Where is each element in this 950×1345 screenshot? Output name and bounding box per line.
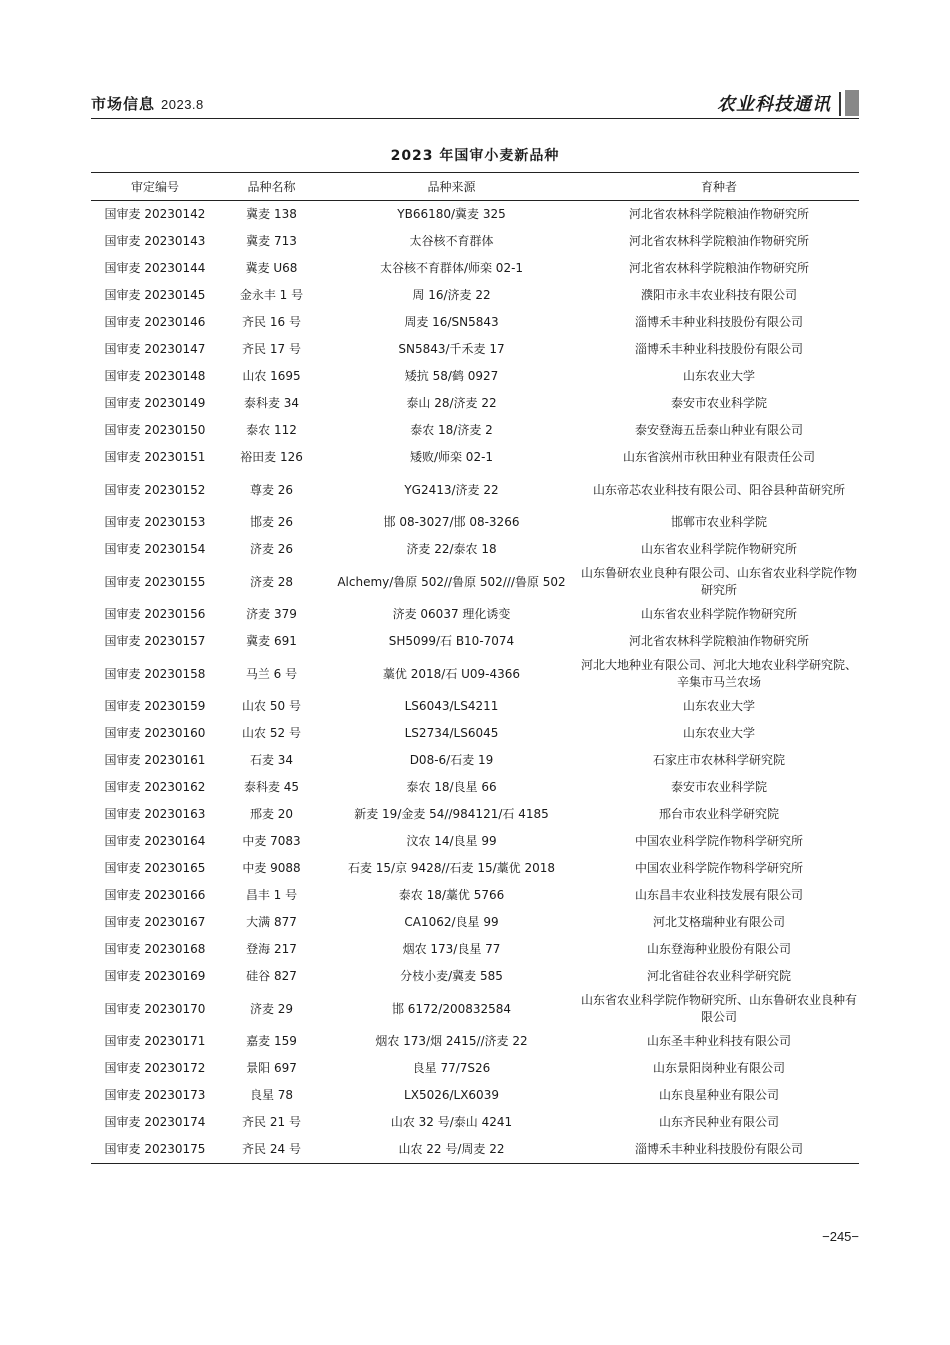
- variety-source-cell: 矮抗 58/鹤 0927: [404, 369, 499, 383]
- variety-name-cell: 尊麦 26: [249, 482, 294, 497]
- table-row: [91, 444, 859, 471]
- breeder-cell: 山东圣丰种业科技有限公司: [646, 1034, 791, 1048]
- table-row: [91, 801, 859, 828]
- table-row: [91, 309, 859, 336]
- breeder-cell: 淄博禾丰种业科技股份有限公司: [579, 1136, 859, 1164]
- approval-number-cell: 国审麦 20230152: [104, 482, 206, 497]
- variety-name-cell: 济麦 29: [249, 1001, 294, 1016]
- breeder-cell: 山东省农业科学院作物研究所: [640, 607, 797, 621]
- page-header: [91, 86, 859, 119]
- table-row: [91, 390, 859, 417]
- table-row: [91, 1028, 859, 1055]
- table-row: [91, 655, 859, 693]
- variety-name-cell: 济麦 26: [249, 542, 294, 556]
- breeder-cell: 山东昌丰农业科技发展有限公司: [634, 888, 803, 902]
- variety-name-cell: 硅谷 827: [246, 969, 297, 983]
- variety-source-cell: 太谷核不育群体/师栾 02-1: [379, 261, 524, 275]
- breeder-cell: 邢台市农业科学研究院: [658, 807, 779, 821]
- approval-number-cell: 国审麦 20230146: [104, 315, 206, 329]
- variety-name-cell: 景阳 697: [246, 1061, 297, 1075]
- approval-number-cell: 国审麦 20230144: [104, 261, 206, 275]
- approval-number-cell: 国审麦 20230150: [104, 423, 206, 437]
- approval-number-cell: 国审麦 20230163: [104, 807, 206, 821]
- varieties-table: [91, 172, 859, 1164]
- journal-logo-text: 农业科技通讯: [717, 94, 831, 115]
- approval-number-cell: 国审麦 20230166: [104, 888, 206, 902]
- approval-number-cell: 国审麦 20230149: [104, 396, 206, 410]
- variety-source-cell: 周麦 16/SN5843: [404, 315, 499, 329]
- variety-source-cell: D08-6/石麦 19: [409, 753, 494, 767]
- variety-source-cell: CA1062/良星 99: [404, 915, 499, 929]
- approval-number-cell: 国审麦 20230162: [104, 780, 206, 794]
- header-divider: [839, 92, 841, 116]
- variety-source-cell: 山农 22 号/周麦 22: [324, 1136, 579, 1164]
- variety-source-cell: 济麦 06037 理化诱变: [392, 607, 511, 621]
- variety-name-cell: 齐民 17 号: [242, 342, 301, 356]
- variety-source-cell: 良星 77/7S26: [412, 1061, 491, 1075]
- variety-name-cell: 大满 877: [246, 915, 297, 929]
- variety-name-cell: 金永丰 1 号: [239, 288, 304, 302]
- variety-source-cell: 烟农 173/良星 77: [402, 942, 501, 956]
- approval-number-cell: 国审麦 20230170: [104, 1001, 206, 1016]
- variety-name-cell: 齐民 16 号: [242, 315, 301, 329]
- approval-number-cell: 国审麦 20230165: [104, 861, 206, 875]
- breeder-cell: 山东帝芯农业科技有限公司、阳谷县种苗研究所: [592, 482, 845, 497]
- table-row: [91, 536, 859, 563]
- variety-name-cell: 冀麦 138: [246, 207, 297, 221]
- approval-number-cell: 国审麦 20230169: [104, 969, 206, 983]
- table-row: [91, 255, 859, 282]
- table-row: [91, 963, 859, 990]
- variety-name-cell: 昌丰 1 号: [245, 888, 298, 902]
- column-header-source: 品种来源: [324, 173, 579, 201]
- breeder-cell: 泰安市农业科学院: [670, 780, 767, 794]
- table-row: [91, 228, 859, 255]
- breeder-cell: 淄博禾丰种业科技股份有限公司: [634, 315, 803, 329]
- approval-number-cell: 国审麦 20230155: [104, 574, 206, 589]
- breeder-cell: 河北省农林科学院粮油作物研究所: [628, 261, 809, 275]
- approval-number-cell: 国审麦 20230158: [104, 666, 206, 681]
- variety-source-cell: SN5843/千禾麦 17: [398, 342, 505, 356]
- table-row: [91, 336, 859, 363]
- breeder-cell: 山东农业大学: [682, 699, 755, 713]
- variety-source-cell: 太谷核不育群体: [409, 234, 494, 248]
- approval-number-cell: 国审麦 20230147: [104, 342, 206, 356]
- approval-number-cell: 国审麦 20230175: [91, 1136, 219, 1164]
- breeder-cell: 山东农业大学: [682, 726, 755, 740]
- approval-number-cell: 国审麦 20230161: [104, 753, 206, 767]
- approval-number-cell: 国审麦 20230159: [104, 699, 206, 713]
- approval-number-cell: 国审麦 20230160: [104, 726, 206, 740]
- table-row: [91, 509, 859, 536]
- variety-source-cell: 矮败/师栾 02-1: [409, 450, 494, 464]
- variety-name-cell: 冀麦 U68: [245, 261, 298, 275]
- variety-name-cell: 中麦 7083: [242, 834, 301, 848]
- approval-number-cell: 国审麦 20230168: [104, 942, 206, 956]
- variety-source-cell: YG2413/济麦 22: [404, 482, 499, 497]
- table-row: [91, 1082, 859, 1109]
- page-number: −245−: [822, 1229, 859, 1244]
- variety-name-cell: 良星 78: [249, 1088, 294, 1102]
- table-row: [91, 563, 859, 601]
- variety-name-cell: 冀麦 691: [246, 634, 297, 648]
- variety-name-cell: 嘉麦 159: [246, 1034, 297, 1048]
- table-row: [91, 601, 859, 628]
- variety-name-cell: 山农 52 号: [242, 726, 301, 740]
- breeder-cell: 河北省农林科学院粮油作物研究所: [628, 634, 809, 648]
- issue-number: 2023.8: [161, 97, 204, 112]
- approval-number-cell: 国审麦 20230151: [104, 450, 206, 464]
- breeder-cell: 河北省农林科学院粮油作物研究所: [628, 234, 809, 248]
- column-header-name: 品种名称: [219, 173, 324, 201]
- column-header-breeder: 育种者: [579, 173, 859, 201]
- variety-source-cell: 山农 32 号/泰山 4241: [390, 1115, 513, 1129]
- breeder-cell: 山东农业大学: [682, 369, 755, 383]
- variety-source-cell: 周 16/济麦 22: [412, 288, 491, 302]
- variety-name-cell: 济麦 28: [249, 574, 294, 589]
- variety-source-cell: 邯 08-3027/邯 08-3266: [383, 515, 520, 529]
- variety-source-cell: 泰农 18/藁优 5766: [398, 888, 505, 902]
- table-row: [91, 720, 859, 747]
- breeder-cell: 山东齐民种业有限公司: [658, 1115, 779, 1129]
- column-header-id: 审定编号: [91, 173, 219, 201]
- breeder-cell: 山东良星种业有限公司: [658, 1088, 779, 1102]
- breeder-cell: 山东省滨州市秋田种业有限责任公司: [622, 450, 815, 464]
- breeder-cell: 泰安登海五岳泰山种业有限公司: [634, 423, 803, 437]
- variety-name-cell: 石麦 34: [249, 753, 294, 767]
- variety-name-cell: 泰科麦 34: [243, 396, 300, 410]
- table-row: [91, 990, 859, 1028]
- approval-number-cell: 国审麦 20230145: [104, 288, 206, 302]
- section-name: 市场信息: [91, 95, 156, 113]
- table-row: [91, 909, 859, 936]
- table-header-row: [91, 173, 859, 201]
- variety-source-cell: SH5099/石 B10-7074: [388, 634, 515, 648]
- breeder-cell: 山东登海种业股份有限公司: [646, 942, 791, 956]
- table-row: [91, 747, 859, 774]
- table-row: [91, 282, 859, 309]
- variety-name-cell: 山农 1695: [242, 369, 301, 383]
- variety-name-cell: 齐民 24 号: [219, 1136, 324, 1164]
- table-row: [91, 882, 859, 909]
- table-row: [91, 201, 859, 229]
- table-row: [91, 1136, 859, 1164]
- approval-number-cell: 国审麦 20230174: [104, 1115, 206, 1129]
- variety-source-cell: Alchemy/鲁原 502//鲁原 502///鲁原 502: [337, 574, 566, 589]
- approval-number-cell: 国审麦 20230157: [104, 634, 206, 648]
- approval-number-cell: 国审麦 20230148: [104, 369, 206, 383]
- variety-source-cell: 泰农 18/良星 66: [406, 780, 497, 794]
- table-row: [91, 1055, 859, 1082]
- table-row: [91, 363, 859, 390]
- breeder-cell: 山东景阳岗种业有限公司: [652, 1061, 785, 1075]
- breeder-cell: 山东省农业科学院作物研究所: [640, 542, 797, 556]
- table-row: [91, 774, 859, 801]
- variety-name-cell: 山农 50 号: [242, 699, 301, 713]
- variety-source-cell: YB66180/冀麦 325: [397, 207, 506, 221]
- breeder-cell: 淄博禾丰种业科技股份有限公司: [634, 342, 803, 356]
- variety-source-cell: 分枝小麦/冀麦 585: [400, 969, 503, 983]
- variety-source-cell: 邯 6172/200832584: [391, 1001, 512, 1016]
- variety-name-cell: 中麦 9088: [242, 861, 301, 875]
- table-row: [91, 628, 859, 655]
- variety-source-cell: 石麦 15/京 9428//石麦 15/藁优 2018: [347, 861, 556, 875]
- table-row: [91, 936, 859, 963]
- breeder-cell: 河北省农林科学院粮油作物研究所: [628, 207, 809, 221]
- breeder-cell: 泰安市农业科学院: [670, 396, 767, 410]
- table-title: 2023 年国审小麦新品种: [390, 148, 560, 164]
- variety-name-cell: 泰农 112: [246, 423, 297, 437]
- variety-name-cell: 齐民 21 号: [242, 1115, 301, 1129]
- table-row: [91, 693, 859, 720]
- table-row: [91, 855, 859, 882]
- breeder-cell: 河北大地种业有限公司、河北大地农业科学研究院、辛集市马兰农场: [580, 658, 857, 689]
- table-body: [91, 201, 859, 1164]
- approval-number-cell: 国审麦 20230171: [104, 1034, 206, 1048]
- breeder-cell: 中国农业科学院作物科学研究所: [634, 834, 803, 848]
- variety-name-cell: 裕田麦 126: [240, 450, 303, 464]
- variety-name-cell: 马兰 6 号: [245, 666, 298, 681]
- variety-name-cell: 邯麦 26: [249, 515, 294, 529]
- variety-name-cell: 邢麦 20: [249, 807, 294, 821]
- header-color-block: [845, 90, 859, 116]
- variety-name-cell: 登海 217: [246, 942, 297, 956]
- variety-source-cell: LS2734/LS6045: [404, 726, 499, 740]
- breeder-cell: 山东鲁研农业良种有限公司、山东省农业科学院作物研究所: [580, 566, 857, 597]
- header-left: [91, 93, 204, 114]
- header-right: [717, 90, 859, 116]
- variety-name-cell: 冀麦 713: [246, 234, 297, 248]
- breeder-cell: 濮阳市永丰农业科技有限公司: [640, 288, 797, 302]
- approval-number-cell: 国审麦 20230167: [104, 915, 206, 929]
- variety-source-cell: 新麦 19/金麦 54//984121/石 4185: [354, 807, 549, 821]
- breeder-cell: 中国农业科学院作物科学研究所: [634, 861, 803, 875]
- variety-source-cell: LS6043/LS4211: [404, 699, 499, 713]
- table-row: [91, 828, 859, 855]
- approval-number-cell: 国审麦 20230143: [104, 234, 206, 248]
- table-row: [91, 471, 859, 509]
- breeder-cell: 河北艾格瑞种业有限公司: [652, 915, 785, 929]
- approval-number-cell: 国审麦 20230156: [104, 607, 206, 621]
- breeder-cell: 邯郸市农业科学院: [670, 515, 767, 529]
- table-row: [91, 1109, 859, 1136]
- breeder-cell: 河北省硅谷农业科学研究院: [646, 969, 791, 983]
- variety-source-cell: 汶农 14/良星 99: [406, 834, 497, 848]
- breeder-cell: 山东省农业科学院作物研究所、山东鲁研农业良种有限公司: [580, 993, 857, 1024]
- table-row: [91, 417, 859, 444]
- variety-source-cell: 烟农 173/烟 2415//济麦 22: [375, 1034, 528, 1048]
- approval-number-cell: 国审麦 20230173: [104, 1088, 206, 1102]
- approval-number-cell: 国审麦 20230164: [104, 834, 206, 848]
- variety-name-cell: 济麦 379: [246, 607, 297, 621]
- variety-source-cell: 藁优 2018/石 U09-4366: [382, 666, 521, 681]
- approval-number-cell: 国审麦 20230153: [104, 515, 206, 529]
- variety-source-cell: 泰农 18/济麦 2: [410, 423, 493, 437]
- approval-number-cell: 国审麦 20230154: [104, 542, 206, 556]
- breeder-cell: 石家庄市农林科学研究院: [652, 753, 785, 767]
- variety-source-cell: LX5026/LX6039: [404, 1088, 499, 1102]
- approval-number-cell: 国审麦 20230142: [104, 207, 206, 221]
- variety-source-cell: 济麦 22/泰农 18: [406, 542, 497, 556]
- variety-source-cell: 泰山 28/济麦 22: [406, 396, 497, 410]
- variety-name-cell: 泰科麦 45: [243, 780, 300, 794]
- approval-number-cell: 国审麦 20230172: [104, 1061, 206, 1075]
